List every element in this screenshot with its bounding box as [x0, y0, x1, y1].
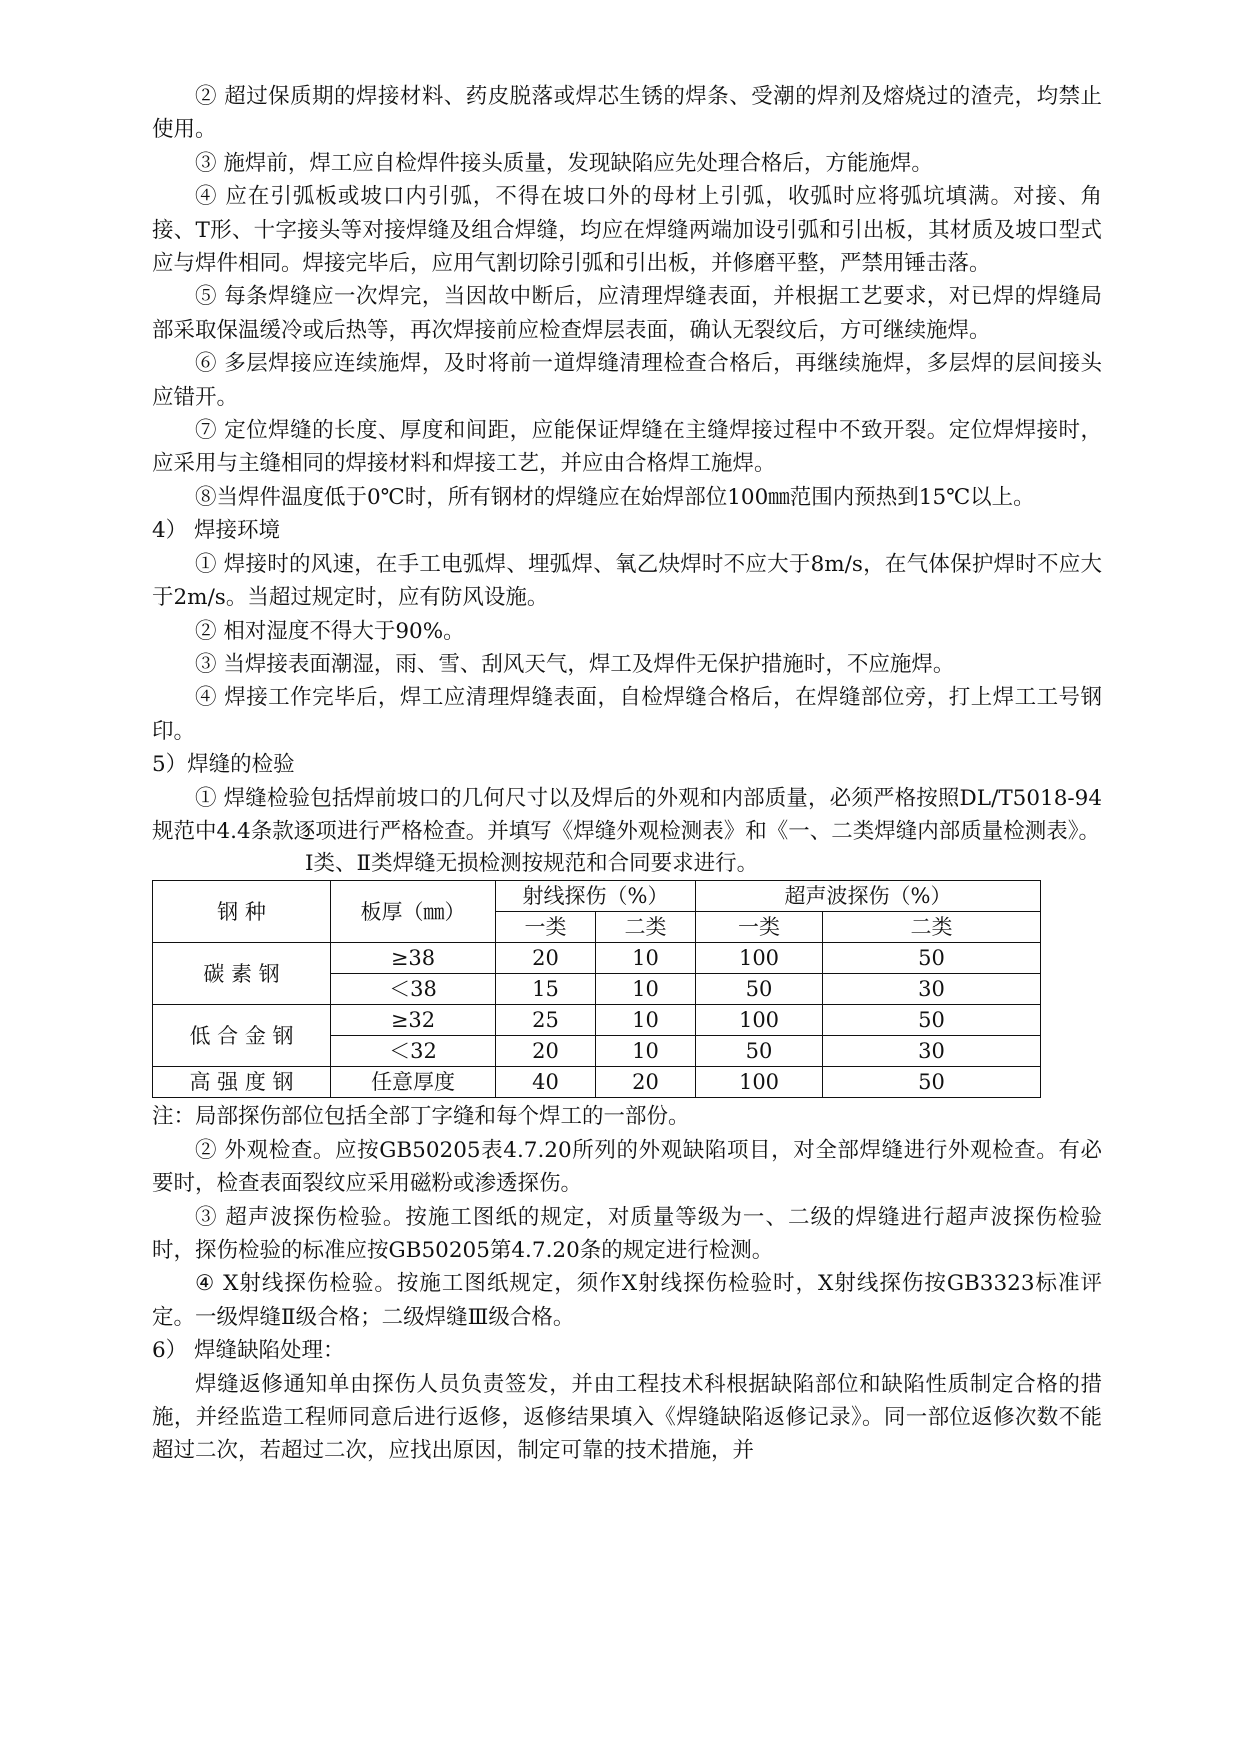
cell-ray-class-1: 20	[496, 1036, 596, 1067]
cell-thickness: ＜32	[331, 1036, 496, 1067]
document-page	[152, 80, 1102, 1468]
cell-ray-class-2: 20	[596, 1067, 696, 1098]
paragraph: ⑦ 定位焊缝的长度、厚度和间距，应能保证焊缝在主缝焊接过程中不致开裂。定位焊焊接时，应采用与主缝相同的焊接材料和焊接工艺，并应由合格焊工施焊。	[152, 418, 1102, 477]
cell-steel-type: 碳 素 钢	[153, 943, 331, 1005]
paragraph: ⑥ 多层焊接应连续施焊，及时将前一道焊缝清理检查合格后，再继续施焊，多层焊的层间接头应错开。	[152, 351, 1102, 410]
header-steel: 钢 种	[153, 881, 331, 943]
cell-ray-class-2: 10	[596, 974, 696, 1005]
paragraph: ③ 当焊接表面潮湿，雨、雪、刮风天气，焊工及焊件无保护措施时，不应施焊。	[195, 651, 955, 677]
cell-ray-class-1: 20	[496, 943, 596, 974]
cell-ultrasonic-class-2: 50	[823, 1005, 1041, 1036]
table-row	[153, 1067, 1041, 1098]
cell-ultrasonic-class-1: 100	[696, 1005, 823, 1036]
table-note: 注：局部探伤部位包括全部丁字缝和每个焊工的一部份。	[152, 1104, 690, 1130]
cell-ultrasonic-class-1: 50	[696, 974, 823, 1005]
inspection-table	[152, 880, 1041, 1098]
cell-ultrasonic-class-1: 100	[696, 943, 823, 974]
section-welding-rules	[152, 80, 1102, 848]
table-header-row	[153, 881, 1041, 912]
table-row	[153, 1005, 1041, 1036]
paragraph: ② 相对湿度不得大于90%。	[195, 618, 465, 644]
cell-ultrasonic-class-1: 100	[696, 1067, 823, 1098]
cell-thickness: 任意厚度	[331, 1067, 496, 1098]
paragraph: ① 焊接时的风速，在手工电弧焊、埋弧焊、氧乙炔焊时不应大于8m/s，在气体保护焊时不应大于2m/s。当超过规定时，应有防风设施。	[152, 551, 1102, 611]
cell-ray-class-1: 40	[496, 1067, 596, 1098]
section-inspection-rules	[152, 1134, 1102, 1468]
cell-ray-class-2: 10	[596, 1005, 696, 1036]
paragraph: ③ 超声波探伤检验。按施工图纸的规定，对质量等级为一、二级的焊缝进行超声波探伤检验时，探伤检验的标准应按GB50205第4.7.20条的规定进行检测。	[152, 1204, 1102, 1263]
cell-ultrasonic-class-1: 50	[696, 1036, 823, 1067]
cell-thickness: ＜38	[331, 974, 496, 1005]
cell-ultrasonic-class-2: 50	[823, 1067, 1041, 1098]
paragraph: ② 外观检查。应按GB50205表4.7.20所列的外观缺陷项目，对全部焊缝进行外观检查。有必要时，检查表面裂纹应采用磁粉或渗透探伤。	[152, 1137, 1102, 1197]
cell-steel-type: 低 合 金 钢	[153, 1005, 331, 1067]
header-thickness: 板厚（㎜）	[331, 881, 496, 943]
subheader-ultrasonic-class-2: 二类	[823, 912, 1041, 943]
paragraph: ① 焊缝检验包括焊前坡口的几何尺寸以及焊后的外观和内部质量，必须严格按照DL/T5018-94规范中4.4条款逐项进行严格检查。并填写《焊缝外观检测表》和《一、二类焊缝内部质量检测表》。	[152, 785, 1102, 844]
section-heading: 6） 焊缝缺陷处理：	[152, 1338, 345, 1364]
header-ultrasonic: 超声波探伤（%）	[696, 881, 1041, 912]
paragraph: 焊缝返修通知单由探伤人员负责签发，并由工程技术科根据缺陷部位和缺陷性质制定合格的措施，并经监造工程师同意后进行返修，返修结果填入《焊缝缺陷返修记录》。同一部位返修次数不能超过二次，若超过二次，应找出原因，制定可靠的技术措施，并	[152, 1371, 1102, 1464]
section-heading: 4） 焊接环境	[152, 518, 281, 544]
cell-ultrasonic-class-2: 30	[823, 974, 1041, 1005]
inspection-table-block	[152, 848, 1102, 1133]
cell-ray-class-2: 10	[596, 943, 696, 974]
cell-ray-class-2: 10	[596, 1036, 696, 1067]
cell-ultrasonic-class-2: 30	[823, 1036, 1041, 1067]
cell-thickness: ≥32	[331, 1005, 496, 1036]
paragraph: ② 超过保质期的焊接材料、药皮脱落或焊芯生锈的焊条、受潮的焊剂及熔烧过的渣壳，均禁止使用。	[152, 84, 1102, 143]
paragraph: ⑧当焊件温度低于0℃时，所有钢材的焊缝应在始焊部位100㎜范围内预热到15℃以上。	[195, 484, 1035, 510]
section-heading: 5）焊缝的检验	[152, 752, 295, 778]
cell-ultrasonic-class-2: 50	[823, 943, 1041, 974]
subheader-ultrasonic-class-1: 一类	[696, 912, 823, 943]
subheader-ray-class-2: 二类	[596, 912, 696, 943]
cell-ray-class-1: 15	[496, 974, 596, 1005]
cell-thickness: ≥38	[331, 943, 496, 974]
subheader-ray-class-1: 一类	[496, 912, 596, 943]
paragraph: ⑤ 每条焊缝应一次焊完，当因故中断后，应清理焊缝表面，并根据工艺要求，对已焊的焊缝局部采取保温缓冷或后热等，再次焊接前应检查焊层表面，确认无裂纹后，方可继续施焊。	[152, 284, 1102, 343]
table-row	[153, 943, 1041, 974]
cell-ray-class-1: 25	[496, 1005, 596, 1036]
paragraph: ④ X射线探伤检验。按施工图纸规定，须作X射线探伤检验时，X射线探伤按GB3323标准评定。一级焊缝Ⅱ级合格；二级焊缝Ⅲ级合格。	[152, 1271, 1102, 1330]
table-caption: Ⅰ类、Ⅱ类焊缝无损检测按规范和合同要求进行。	[305, 851, 759, 877]
cell-steel-type: 高 强 度 钢	[153, 1067, 331, 1098]
paragraph: ④ 焊接工作完毕后，焊工应清理焊缝表面，自检焊缝合格后，在焊缝部位旁，打上焊工工号钢印。	[152, 685, 1102, 744]
paragraph: ④ 应在引弧板或坡口内引弧，不得在坡口外的母材上引弧，收弧时应将弧坑填满。对接、角接、T形、十字接头等对接焊缝及组合焊缝，均应在焊缝两端加设引弧和引出板，其材质及坡口型式应与焊件相同。焊接完毕后，应用气割切除引弧和引出板，并修磨平整，严禁用锤击落。	[152, 184, 1102, 277]
paragraph: ③ 施焊前，焊工应自检焊件接头质量，发现缺陷应先处理合格后，方能施焊。	[195, 150, 933, 176]
header-ray: 射线探伤（%）	[496, 881, 696, 912]
